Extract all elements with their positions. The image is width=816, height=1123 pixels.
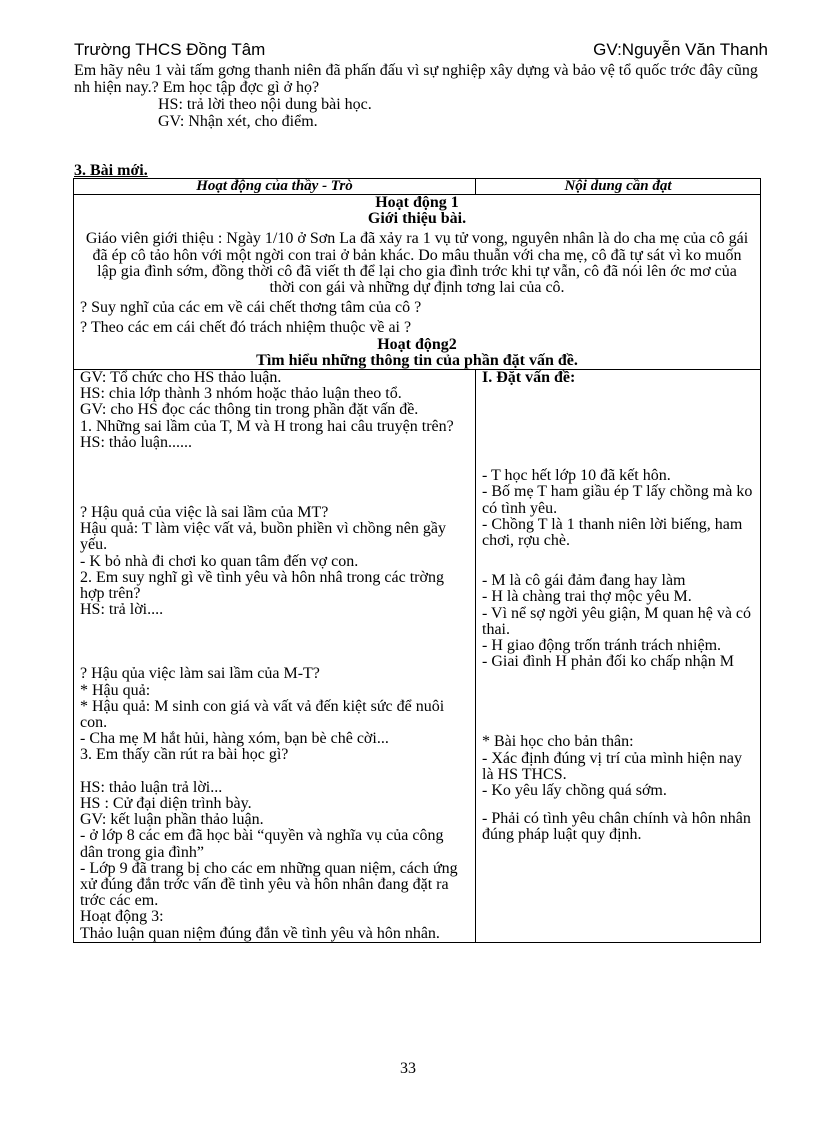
left-line: ? Hậu qủa việc làm sai lầm của M-T? — [80, 665, 320, 683]
left-line: Hoạt động 3: — [80, 908, 164, 926]
right-line: - M là cô gái đảm đang hay làm — [482, 572, 686, 590]
activity2-subtitle: Tìm hiểu những thông tin của phần đặt vấn đề. — [256, 351, 578, 369]
left-line: GV: kết luận phần thảo luận. — [80, 811, 264, 829]
left-line: 2. Em suy nghĩ gì về tình yêu và hôn nhâ trong các trờng hợp trên? — [80, 568, 444, 603]
left-line: - K bỏ nhà đi chơi ko quan tâm đến vợ con. — [80, 552, 359, 570]
left-line: 1. Những sai lầm của T, M và H trong hai câu truyện trên? — [80, 417, 454, 435]
right-line: - Bố mẹ T ham giầu ép T lấy chồng mà ko có tình yêu. — [482, 483, 753, 517]
left-line: - Cha mẹ M hắt hủi, hàng xóm, bạn bè chê cời... — [80, 730, 389, 748]
left-line: * Hậu quả: — [80, 681, 151, 699]
teacher-student-column — [74, 370, 476, 943]
left-line: - ở lớp 8 các em đã học bài “quyền và nghĩa vụ của công dân trong gia đình” — [80, 827, 444, 861]
left-line: * Hậu quả: M sinh con giá và vất vả đến kiệt sức để nuôi con. — [80, 697, 445, 732]
left-line: GV: cho HS đọc các thông tin trong phần đặt vấn đề. — [80, 401, 419, 419]
lesson-table — [73, 178, 761, 943]
question-2: ? Theo các em cái chết đó trách nhiệm thuộc về ai ? — [80, 319, 412, 337]
left-line: HS: trả lời.... — [80, 601, 164, 619]
right-heading: I. Đặt vấn đề: — [482, 369, 576, 387]
right-line: - H giao động trốn tránh trách nhiệm. — [482, 637, 722, 655]
activity1-cell — [74, 195, 761, 370]
section-title: 3. Bài mới. — [74, 162, 148, 179]
activity1-title: Hoạt động 1 — [375, 194, 459, 211]
intro-block — [74, 62, 764, 130]
right-line: * Bài học cho bản thân: — [482, 733, 634, 751]
activity1-text: Giáo viên giới thiệu : Ngày 1/10 ở Sơn La đã xảy ra 1 vụ tử vong, nguyên nhân là do cha mẹ của cô gái đã ép cô tảo hôn với một ngời con trai ở bản khác. Do mâu thuẫn với cha mẹ, cô đã tự sát vì ko muốn lập gia đình sớm, đồng thời cô đã viết th để lại cho gia đình trớc khi tự vẫn, cô đã nói lên ớc mơ của thời con gái và những dự định tơng lai của cô. — [85, 230, 749, 297]
left-line: Thảo luận quan niệm đúng đắn về tình yêu và hôn nhân. — [80, 924, 440, 942]
right-line: - Vì nể sợ ngời yêu giận, M quan hệ và có thai. — [482, 604, 752, 638]
left-line: 3. Em thấy cần rút ra bài học gì? — [80, 746, 289, 764]
right-line: - Chồng T là 1 thanh niên lời biếng, ham chơi, rợu chè. — [482, 515, 743, 550]
page-number: 33 — [400, 1060, 416, 1077]
right-line: - Ko yêu lấy chồng quá sớm. — [482, 782, 667, 800]
right-line: - Xác định đúng vị trí của mình hiện nay là HS THCS. — [482, 749, 742, 783]
intro-hs-answer: HS: trả lời theo nội dung bài học. — [158, 96, 372, 113]
question-1: ? Suy nghĩ của các em về cái chết thơng tâm của cô ? — [80, 299, 422, 317]
intro-gv-comment: GV: Nhận xét, cho điểm. — [158, 113, 318, 130]
intro-question: Em hãy nêu 1 vài tấm gơng thanh niên đã phấn đấu vì sự nghiệp xây dựng và bảo vệ tổ quốc trớc đây cũng nh hiện nay.? Em học tập đợc gì ở họ? — [74, 62, 758, 96]
right-line: - H là chàng trai thợ mộc yêu M. — [482, 588, 692, 606]
left-line: - Lớp 9 đã trang bị cho các em những quan niệm, cách ứng xử đúng đắn trớc vấn đề tình yêu và hôn nhân đang đặt ra trớc các em. — [80, 859, 458, 910]
left-line: HS: thảo luận trả lời... — [80, 778, 223, 796]
content-column — [476, 370, 761, 943]
col-right-header: Nội dung cần đạt — [476, 179, 761, 195]
teacher-name: GV:Nguyễn Văn Thanh — [593, 40, 768, 59]
right-line: - Phải có tình yêu chân chính và hôn nhân đúng pháp luật quy định. — [482, 810, 751, 844]
activity2-title: Hoạt động2 — [377, 335, 457, 353]
left-line: ? Hậu quả của việc là sai lầm của MT? — [80, 504, 329, 522]
right-line: - T học hết lớp 10 đã kết hôn. — [482, 467, 671, 485]
left-line: HS : Cử đại diện trình bày. — [80, 794, 252, 812]
right-line: - Giai đình H phản đối ko chấp nhận M — [482, 653, 734, 671]
left-line: HS: thảo luận...... — [80, 433, 192, 451]
left-line: GV: Tổ chức cho HS thảo luận. — [80, 369, 282, 387]
left-line: Hậu quả: T làm việc vất vả, buồn phiền vì chồng nên gầy yếu. — [80, 520, 446, 554]
left-line: HS: chia lớp thành 3 nhóm hoặc thảo luận theo tổ. — [80, 385, 402, 403]
school-name: Trường THCS Đồng Tâm — [74, 40, 266, 59]
activity1-subtitle: Giới thiệu bài. — [367, 210, 467, 228]
col-left-header: Hoạt động của thầy - Trò — [74, 179, 476, 195]
